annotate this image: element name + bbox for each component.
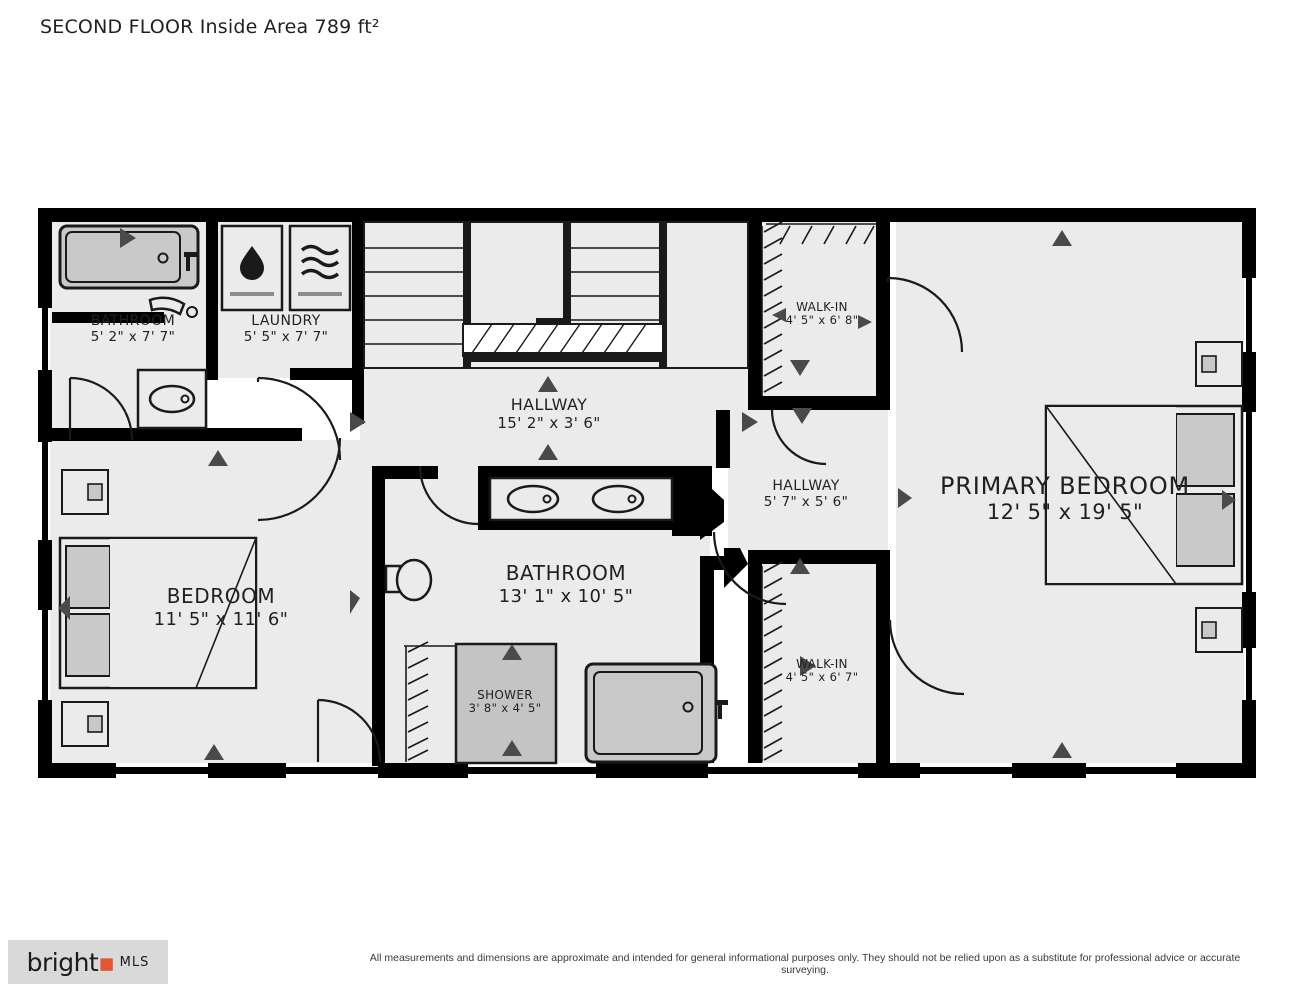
double-vanity bbox=[490, 478, 672, 520]
page-title: SECOND FLOOR Inside Area 789 ft² bbox=[40, 16, 380, 38]
logo-wordmark: bright▪ bbox=[26, 947, 115, 977]
room-label-hallway-small: HALLWAY 5' 7" x 5' 6" bbox=[763, 478, 849, 510]
room-label-bedroom: BEDROOM 11' 5" x 11' 6" bbox=[153, 584, 289, 630]
room-label-laundry: LAUNDRY 5' 5" x 7' 7" bbox=[243, 313, 329, 345]
room-label-bathroom-upper: BATHROOM 5' 2" x 7' 7" bbox=[90, 313, 176, 345]
room-label-bathroom-main: BATHROOM 13' 1" x 10' 5" bbox=[498, 561, 634, 607]
logo-mls-text: MLS bbox=[119, 954, 150, 970]
room-label-walkin-top: WALK-IN 4' 5" x 6' 8" bbox=[785, 300, 859, 328]
dryer-icon bbox=[290, 226, 350, 310]
room-label-hallway-main: HALLWAY 15' 2" x 3' 6" bbox=[497, 395, 601, 432]
washer-icon bbox=[222, 226, 282, 310]
brightmls-logo bbox=[8, 940, 168, 984]
bathtub-lower bbox=[586, 664, 728, 762]
vanity-counter-upper bbox=[138, 370, 206, 428]
room-label-walkin-bottom: WALK-IN 4' 5" x 6' 7" bbox=[785, 657, 859, 685]
footer bbox=[0, 938, 1295, 1000]
room-label-primary-bedroom: PRIMARY BEDROOM 12' 5" x 19' 5" bbox=[939, 472, 1191, 525]
room-label-shower: SHOWER 3' 8" x 4' 5" bbox=[468, 688, 542, 716]
logo-accent-dot: ▪ bbox=[98, 947, 115, 977]
disclaimer-text: All measurements and dimensions are approximate and intended for general informational purposes only. They should not be relied upon as a substitute for professional advice or accurate surveying. bbox=[369, 952, 1241, 976]
